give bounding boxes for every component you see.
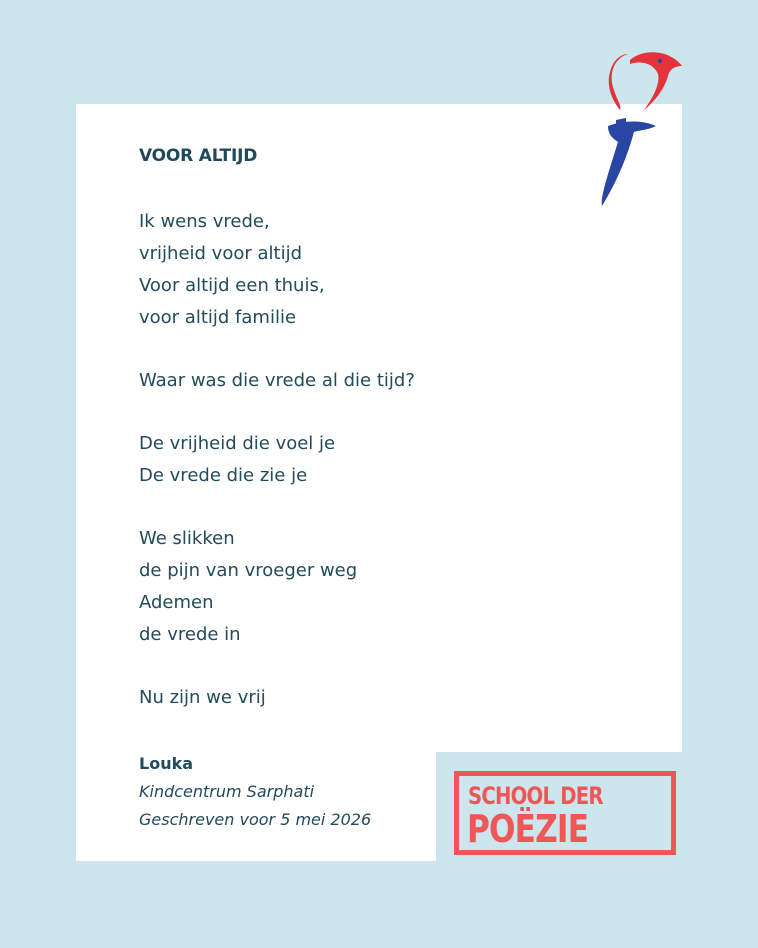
stanza-4 <box>139 523 559 651</box>
school-der-poezie-logo <box>454 771 676 855</box>
stanza-2 <box>139 365 559 397</box>
poem-title: VOOR ALTIJD <box>139 146 258 166</box>
poem-line: De vrede die zie je <box>139 465 308 486</box>
poem-line: vrijheid voor altijd <box>139 243 303 264</box>
poem-line: de vrede in <box>139 624 241 645</box>
poem-line: Ik wens vrede, <box>139 211 270 232</box>
poem-line: We slikken <box>139 528 235 549</box>
poem-line: Ademen <box>139 592 214 613</box>
dove-torch-icon <box>590 46 690 216</box>
stanza-1 <box>139 206 559 334</box>
stanza-3 <box>139 428 559 492</box>
poem-line: de pijn van vroeger weg <box>139 560 358 581</box>
written-for-date: Geschreven voor 5 mei 2026 <box>139 810 372 829</box>
poem <box>139 140 559 834</box>
author-name: Louka <box>139 754 194 773</box>
poem-line: De vrijheid die voel je <box>139 433 336 454</box>
poem-line: Voor altijd een thuis, <box>139 275 325 296</box>
stanza-5 <box>139 682 559 714</box>
poem-line: Nu zijn we vrij <box>139 687 266 708</box>
poem-line: voor altijd familie <box>139 307 297 328</box>
brand-line-1: SCHOOL DER <box>468 782 603 810</box>
brand-line-2: POËZIE <box>467 807 589 851</box>
poem-line: Waar was die vrede al die tijd? <box>139 370 415 391</box>
school-name: Kindcentrum Sarphati <box>139 782 315 801</box>
